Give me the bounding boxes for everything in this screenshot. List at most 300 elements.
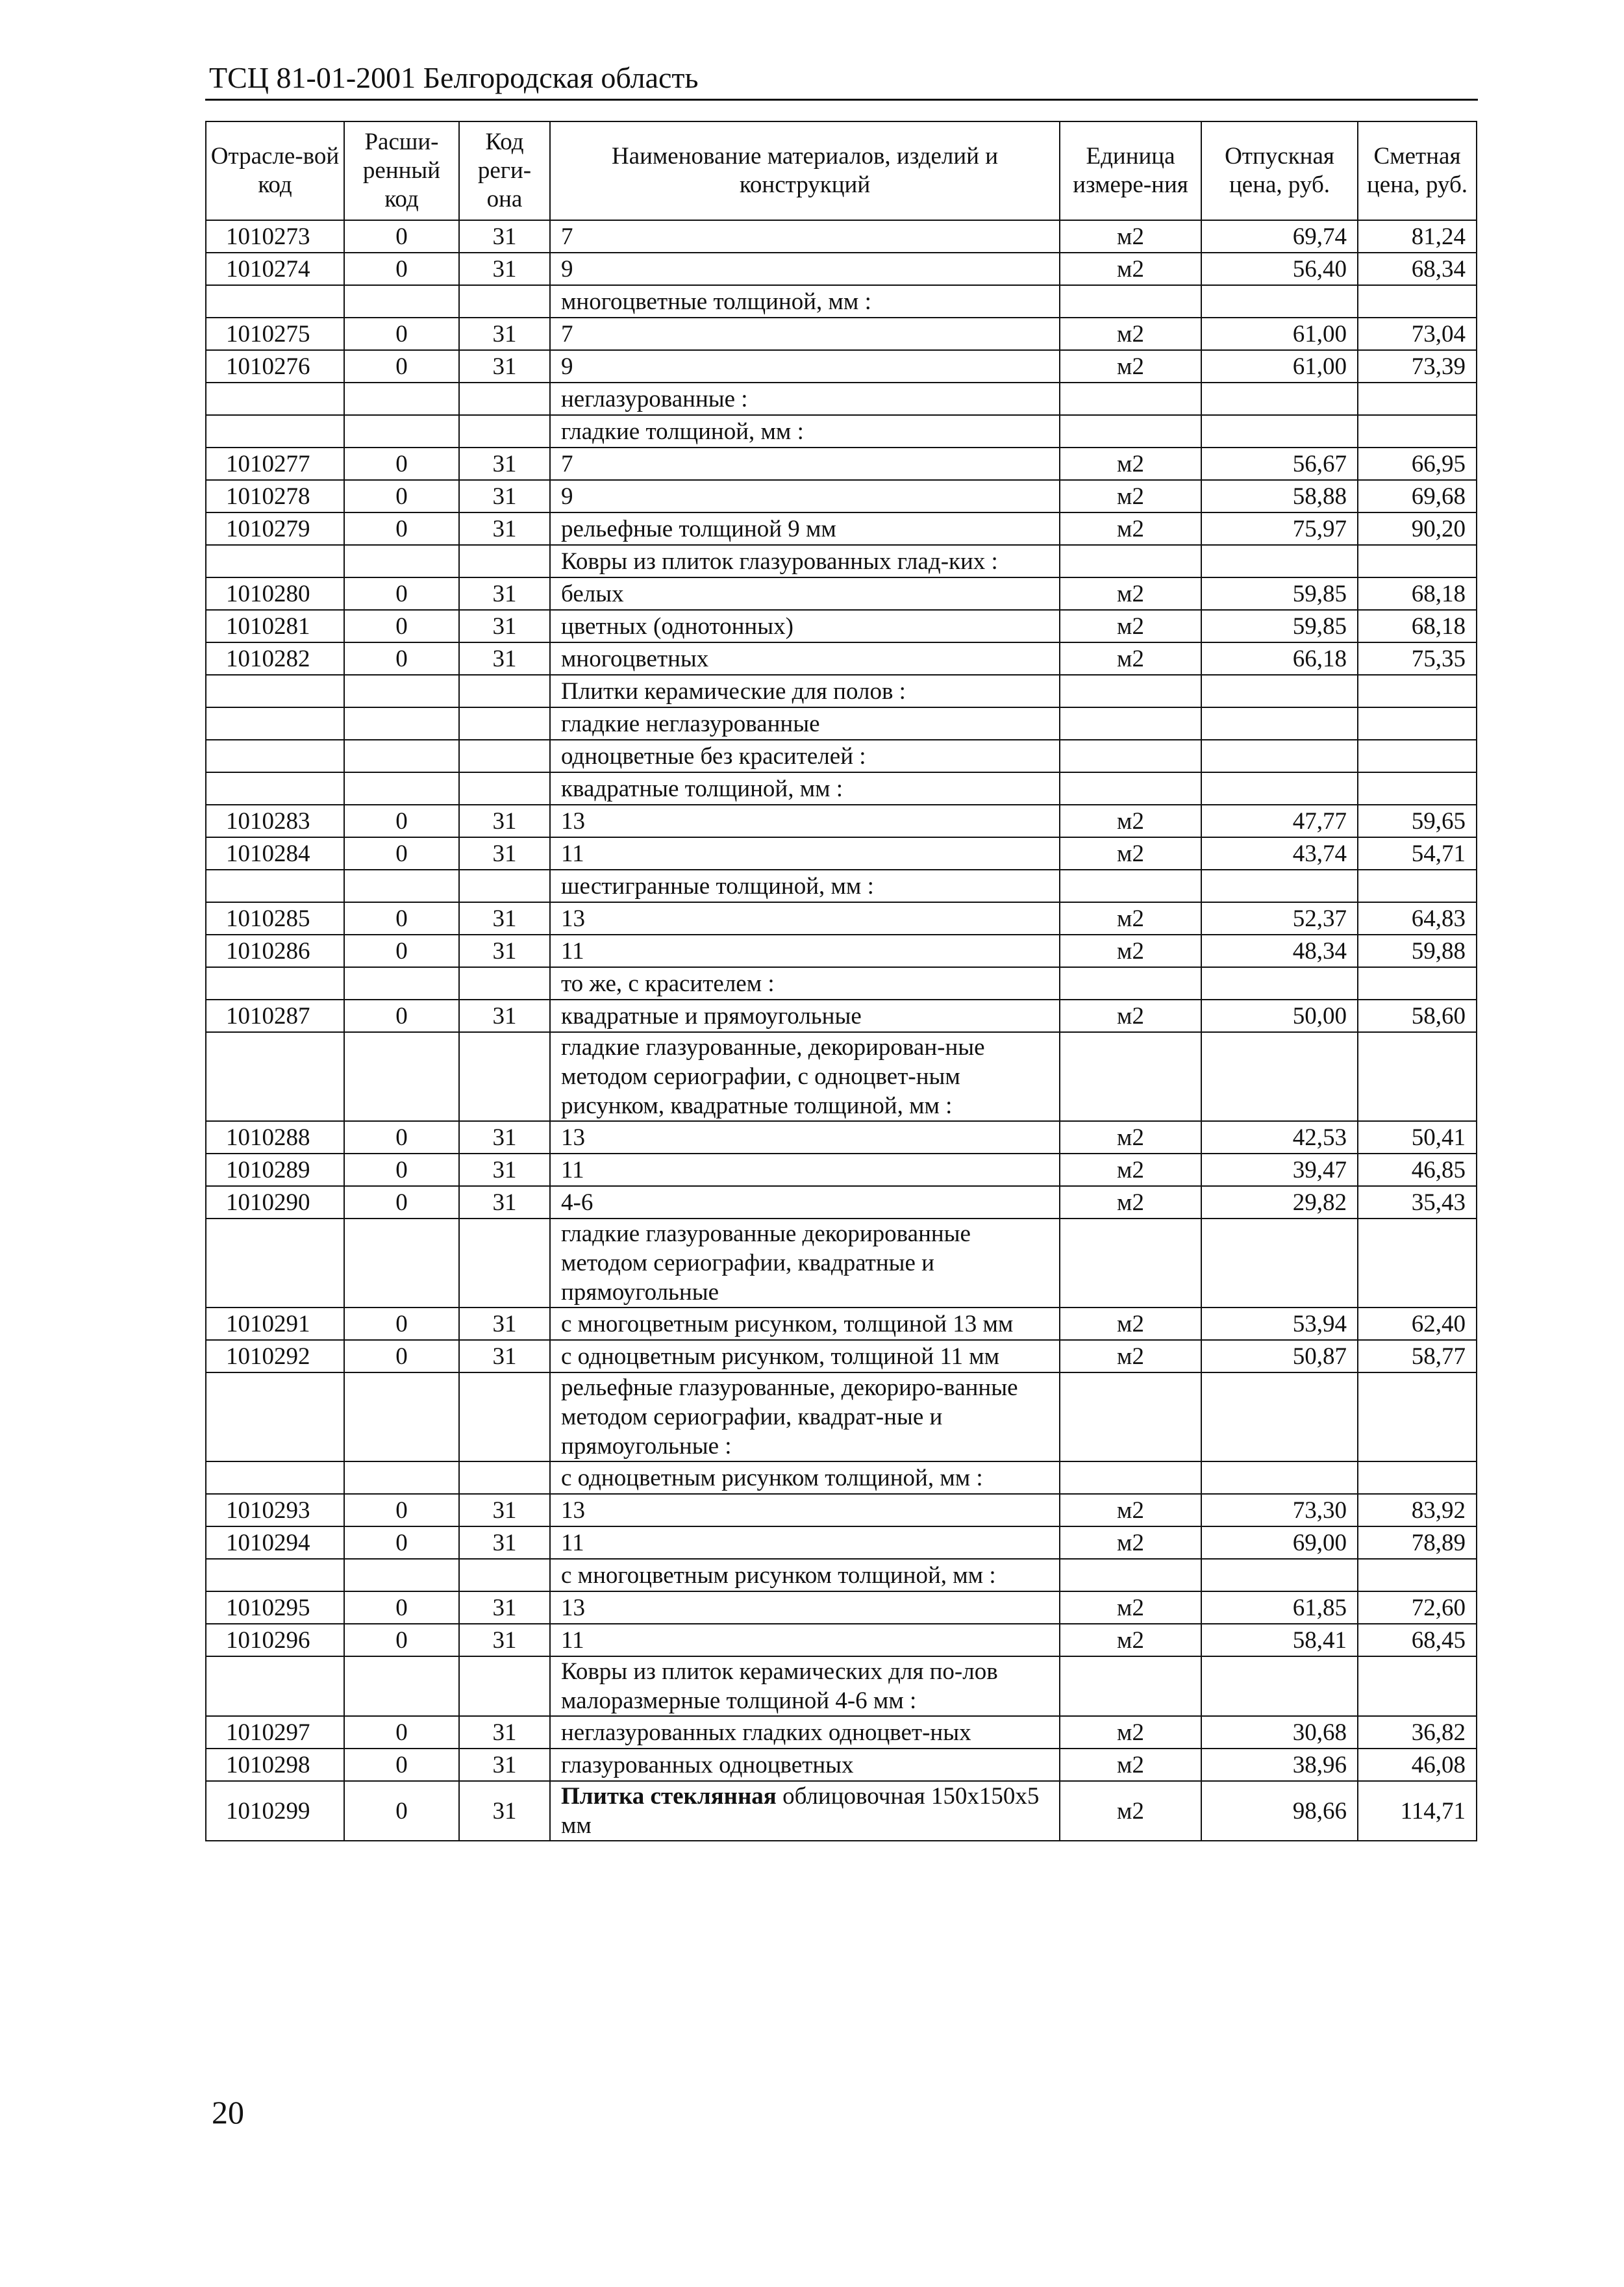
cell-code: 1010299	[206, 1781, 344, 1841]
cell-code: 1010289	[206, 1154, 344, 1186]
table-row	[206, 1219, 1477, 1308]
cell-unit: м2	[1060, 512, 1201, 545]
cell-name: 9	[550, 480, 1060, 512]
cell-name: 7	[550, 448, 1060, 480]
cell-extended-code	[344, 675, 459, 707]
column-header-name: Наименование материалов, изделий и конструкций	[550, 121, 1060, 220]
cell-name: гладкие толщиной, мм :	[550, 415, 1060, 448]
cell-unit: м2	[1060, 935, 1201, 967]
table-row	[206, 1308, 1477, 1340]
cell-price: 75,97	[1201, 512, 1358, 545]
cell-estimate: 62,40	[1358, 1308, 1477, 1340]
cell-region-code	[459, 740, 550, 772]
cell-price: 69,00	[1201, 1526, 1358, 1559]
cell-price	[1201, 740, 1358, 772]
cell-price	[1201, 967, 1358, 1000]
cell-region-code: 31	[459, 1749, 550, 1781]
cell-extended-code	[344, 1372, 459, 1461]
cell-unit: м2	[1060, 350, 1201, 383]
cell-code	[206, 1559, 344, 1591]
cell-region-code: 31	[459, 1000, 550, 1032]
cell-estimate: 59,65	[1358, 805, 1477, 837]
cell-extended-code: 0	[344, 318, 459, 350]
table-row	[206, 577, 1477, 610]
cell-code: 1010295	[206, 1591, 344, 1624]
cell-extended-code: 0	[344, 253, 459, 285]
cell-unit: м2	[1060, 577, 1201, 610]
table-row	[206, 1121, 1477, 1154]
cell-price: 53,94	[1201, 1308, 1358, 1340]
cell-price: 56,40	[1201, 253, 1358, 285]
cell-region-code: 31	[459, 350, 550, 383]
table-row	[206, 1591, 1477, 1624]
table-row	[206, 740, 1477, 772]
cell-unit: м2	[1060, 902, 1201, 935]
table-row	[206, 253, 1477, 285]
cell-price: 47,77	[1201, 805, 1358, 837]
cell-region-code	[459, 707, 550, 740]
cell-estimate: 54,71	[1358, 837, 1477, 870]
cell-name: гладкие глазурованные, декорирован-ные методом сериографии, с одноцвет-ным рисунком, квадратные толщиной, мм :	[550, 1032, 1060, 1121]
cell-region-code: 31	[459, 577, 550, 610]
cell-region-code	[459, 1461, 550, 1494]
cell-estimate: 78,89	[1358, 1526, 1477, 1559]
column-header-region-code: Код реги-она	[459, 121, 550, 220]
page-number: 20	[212, 2094, 244, 2130]
cell-estimate: 114,71	[1358, 1781, 1477, 1841]
table-row	[206, 1494, 1477, 1526]
cell-name	[550, 1781, 1060, 1841]
cell-name: квадратные толщиной, мм :	[550, 772, 1060, 805]
cell-name: 13	[550, 805, 1060, 837]
table-row	[206, 1340, 1477, 1372]
cell-price: 39,47	[1201, 1154, 1358, 1186]
cell-price	[1201, 545, 1358, 577]
cell-region-code: 31	[459, 1781, 550, 1841]
cell-region-code: 31	[459, 1186, 550, 1219]
table-row	[206, 415, 1477, 448]
cell-unit	[1060, 1219, 1201, 1308]
cell-name: 13	[550, 1494, 1060, 1526]
cell-region-code	[459, 383, 550, 415]
cell-region-code	[459, 1219, 550, 1308]
cell-code: 1010280	[206, 577, 344, 610]
cell-name: гладкие глазурованные декорированные методом сериографии, квадратные и прямоугольные	[550, 1219, 1060, 1308]
cell-region-code	[459, 1559, 550, 1591]
cell-unit: м2	[1060, 1340, 1201, 1372]
cell-estimate: 36,82	[1358, 1716, 1477, 1749]
cell-unit: м2	[1060, 610, 1201, 642]
cell-unit: м2	[1060, 805, 1201, 837]
cell-price: 56,67	[1201, 448, 1358, 480]
table-row	[206, 1000, 1477, 1032]
cell-price: 59,85	[1201, 610, 1358, 642]
cell-unit: м2	[1060, 1781, 1201, 1841]
cell-extended-code	[344, 545, 459, 577]
cell-region-code	[459, 1372, 550, 1461]
cell-estimate	[1358, 772, 1477, 805]
cell-estimate	[1358, 1559, 1477, 1591]
cell-price	[1201, 707, 1358, 740]
cell-price: 61,00	[1201, 318, 1358, 350]
cell-region-code	[459, 675, 550, 707]
cell-price: 43,74	[1201, 837, 1358, 870]
cell-estimate: 46,08	[1358, 1749, 1477, 1781]
table-row	[206, 1461, 1477, 1494]
cell-code: 1010292	[206, 1340, 344, 1372]
cell-region-code	[459, 1656, 550, 1716]
cell-estimate: 68,34	[1358, 253, 1477, 285]
cell-unit: м2	[1060, 253, 1201, 285]
cell-code	[206, 870, 344, 902]
table-row	[206, 837, 1477, 870]
cell-code: 1010276	[206, 350, 344, 383]
cell-extended-code: 0	[344, 610, 459, 642]
cell-estimate	[1358, 545, 1477, 577]
table-row	[206, 350, 1477, 383]
cell-price: 66,18	[1201, 642, 1358, 675]
cell-unit: м2	[1060, 480, 1201, 512]
cell-region-code: 31	[459, 805, 550, 837]
cell-code	[206, 1461, 344, 1494]
cell-name: Ковры из плиток керамических для по-лов малоразмерные толщиной 4-6 мм :	[550, 1656, 1060, 1716]
cell-name: с одноцветным рисунком, толщиной 11 мм	[550, 1340, 1060, 1372]
cell-extended-code	[344, 967, 459, 1000]
cell-name: 11	[550, 1624, 1060, 1656]
header-rule	[205, 99, 1478, 101]
table-row	[206, 448, 1477, 480]
cell-code: 1010283	[206, 805, 344, 837]
cell-name: 9	[550, 253, 1060, 285]
cell-unit	[1060, 1559, 1201, 1591]
column-header-extended-code: Расши-ренный код	[344, 121, 459, 220]
cell-unit	[1060, 383, 1201, 415]
table-row	[206, 480, 1477, 512]
table-row	[206, 1716, 1477, 1749]
cell-extended-code	[344, 1219, 459, 1308]
cell-estimate: 66,95	[1358, 448, 1477, 480]
cell-code: 1010273	[206, 220, 344, 253]
cell-estimate	[1358, 707, 1477, 740]
cell-region-code: 31	[459, 902, 550, 935]
cell-extended-code: 0	[344, 512, 459, 545]
cell-name: многоцветных	[550, 642, 1060, 675]
cell-estimate: 35,43	[1358, 1186, 1477, 1219]
price-table	[205, 121, 1477, 1841]
cell-price	[1201, 1219, 1358, 1308]
cell-price	[1201, 1656, 1358, 1716]
table-row	[206, 1749, 1477, 1781]
cell-price: 30,68	[1201, 1716, 1358, 1749]
table-row	[206, 967, 1477, 1000]
cell-code	[206, 383, 344, 415]
cell-name: гладкие неглазурованные	[550, 707, 1060, 740]
cell-name: неглазурованные :	[550, 383, 1060, 415]
cell-unit: м2	[1060, 1749, 1201, 1781]
cell-extended-code	[344, 1461, 459, 1494]
cell-unit	[1060, 870, 1201, 902]
cell-estimate: 72,60	[1358, 1591, 1477, 1624]
cell-extended-code: 0	[344, 935, 459, 967]
cell-price: 58,41	[1201, 1624, 1358, 1656]
cell-code: 1010274	[206, 253, 344, 285]
cell-code: 1010293	[206, 1494, 344, 1526]
cell-code	[206, 285, 344, 318]
table-row	[206, 1656, 1477, 1716]
cell-price: 42,53	[1201, 1121, 1358, 1154]
cell-region-code: 31	[459, 1624, 550, 1656]
cell-code	[206, 772, 344, 805]
cell-extended-code: 0	[344, 902, 459, 935]
cell-region-code	[459, 1032, 550, 1121]
cell-extended-code	[344, 870, 459, 902]
column-header-code: Отрасле-вой код	[206, 121, 344, 220]
cell-estimate	[1358, 1219, 1477, 1308]
cell-name: 11	[550, 837, 1060, 870]
cell-region-code: 31	[459, 935, 550, 967]
cell-price: 50,87	[1201, 1340, 1358, 1372]
cell-code: 1010285	[206, 902, 344, 935]
cell-unit: м2	[1060, 1716, 1201, 1749]
cell-unit	[1060, 545, 1201, 577]
cell-name: Плитки керамические для полов :	[550, 675, 1060, 707]
cell-name: неглазурованных гладких одноцвет-ных	[550, 1716, 1060, 1749]
cell-region-code: 31	[459, 220, 550, 253]
cell-code: 1010277	[206, 448, 344, 480]
cell-price	[1201, 1372, 1358, 1461]
cell-unit	[1060, 1372, 1201, 1461]
cell-extended-code: 0	[344, 448, 459, 480]
cell-region-code	[459, 285, 550, 318]
cell-region-code: 31	[459, 1154, 550, 1186]
cell-price: 29,82	[1201, 1186, 1358, 1219]
cell-extended-code: 0	[344, 350, 459, 383]
cell-code: 1010294	[206, 1526, 344, 1559]
cell-unit: м2	[1060, 1308, 1201, 1340]
cell-region-code	[459, 967, 550, 1000]
table-row	[206, 870, 1477, 902]
cell-region-code: 31	[459, 318, 550, 350]
cell-code: 1010286	[206, 935, 344, 967]
table-header	[206, 121, 1477, 220]
cell-price: 48,34	[1201, 935, 1358, 967]
cell-name: цветных (однотонных)	[550, 610, 1060, 642]
cell-estimate	[1358, 967, 1477, 1000]
cell-extended-code: 0	[344, 220, 459, 253]
cell-extended-code: 0	[344, 1340, 459, 1372]
table-row	[206, 707, 1477, 740]
cell-name: глазурованных одноцветных	[550, 1749, 1060, 1781]
cell-unit	[1060, 1656, 1201, 1716]
cell-unit	[1060, 285, 1201, 318]
table-row	[206, 285, 1477, 318]
cell-region-code: 31	[459, 1716, 550, 1749]
cell-region-code: 31	[459, 1121, 550, 1154]
cell-estimate: 83,92	[1358, 1494, 1477, 1526]
cell-name: многоцветные толщиной, мм :	[550, 285, 1060, 318]
cell-estimate	[1358, 1032, 1477, 1121]
cell-unit	[1060, 967, 1201, 1000]
cell-name: рельефные толщиной 9 мм	[550, 512, 1060, 545]
cell-region-code	[459, 870, 550, 902]
cell-name: с многоцветным рисунком, толщиной 13 мм	[550, 1308, 1060, 1340]
cell-extended-code: 0	[344, 1494, 459, 1526]
cell-extended-code	[344, 383, 459, 415]
cell-code: 1010282	[206, 642, 344, 675]
cell-extended-code: 0	[344, 837, 459, 870]
cell-code: 1010291	[206, 1308, 344, 1340]
cell-estimate: 81,24	[1358, 220, 1477, 253]
cell-code	[206, 415, 344, 448]
cell-extended-code: 0	[344, 1749, 459, 1781]
cell-name-bold: Плитка стеклянная	[561, 1783, 777, 1810]
cell-price	[1201, 675, 1358, 707]
cell-price	[1201, 1559, 1358, 1591]
cell-name: квадратные и прямоугольные	[550, 1000, 1060, 1032]
cell-extended-code: 0	[344, 642, 459, 675]
cell-extended-code: 0	[344, 1121, 459, 1154]
cell-estimate: 68,45	[1358, 1624, 1477, 1656]
table-row	[206, 383, 1477, 415]
cell-extended-code: 0	[344, 1781, 459, 1841]
cell-code: 1010275	[206, 318, 344, 350]
column-header-unit: Единица измере-ния	[1060, 121, 1201, 220]
cell-extended-code: 0	[344, 1526, 459, 1559]
cell-estimate: 64,83	[1358, 902, 1477, 935]
cell-extended-code	[344, 707, 459, 740]
cell-name: 7	[550, 220, 1060, 253]
table-row	[206, 1624, 1477, 1656]
cell-code	[206, 1219, 344, 1308]
cell-name: то же, с красителем :	[550, 967, 1060, 1000]
cell-unit: м2	[1060, 1624, 1201, 1656]
table-row	[206, 220, 1477, 253]
table-row	[206, 1526, 1477, 1559]
cell-extended-code: 0	[344, 1154, 459, 1186]
table-row	[206, 642, 1477, 675]
cell-price	[1201, 1461, 1358, 1494]
cell-extended-code	[344, 1032, 459, 1121]
cell-unit	[1060, 772, 1201, 805]
cell-estimate	[1358, 1656, 1477, 1716]
cell-price: 61,85	[1201, 1591, 1358, 1624]
cell-estimate: 58,60	[1358, 1000, 1477, 1032]
document-header: ТСЦ 81-01-2001 Белгородская область	[209, 61, 699, 94]
cell-extended-code: 0	[344, 1000, 459, 1032]
cell-estimate: 90,20	[1358, 512, 1477, 545]
cell-price	[1201, 383, 1358, 415]
cell-extended-code: 0	[344, 480, 459, 512]
cell-name: 13	[550, 1121, 1060, 1154]
cell-region-code: 31	[459, 480, 550, 512]
cell-region-code: 31	[459, 1526, 550, 1559]
table-row	[206, 318, 1477, 350]
cell-unit	[1060, 1461, 1201, 1494]
cell-name: 9	[550, 350, 1060, 383]
cell-price	[1201, 285, 1358, 318]
table-body	[206, 220, 1477, 1841]
cell-price: 73,30	[1201, 1494, 1358, 1526]
cell-region-code: 31	[459, 642, 550, 675]
cell-estimate: 50,41	[1358, 1121, 1477, 1154]
cell-estimate: 58,77	[1358, 1340, 1477, 1372]
cell-code: 1010288	[206, 1121, 344, 1154]
cell-estimate	[1358, 1372, 1477, 1461]
cell-region-code: 31	[459, 610, 550, 642]
cell-extended-code: 0	[344, 1716, 459, 1749]
cell-extended-code	[344, 1656, 459, 1716]
table-row	[206, 1781, 1477, 1841]
cell-price: 38,96	[1201, 1749, 1358, 1781]
cell-code	[206, 545, 344, 577]
cell-estimate: 68,18	[1358, 610, 1477, 642]
cell-name: рельефные глазурованные, декориро-ванные методом сериографии, квадрат-ные и прямоугольные :	[550, 1372, 1060, 1461]
column-header-price: Отпускная цена, руб.	[1201, 121, 1358, 220]
cell-unit: м2	[1060, 837, 1201, 870]
cell-price: 52,37	[1201, 902, 1358, 935]
cell-unit: м2	[1060, 318, 1201, 350]
cell-price	[1201, 772, 1358, 805]
cell-estimate	[1358, 675, 1477, 707]
cell-estimate	[1358, 285, 1477, 318]
table-row	[206, 512, 1477, 545]
table-row	[206, 545, 1477, 577]
cell-region-code: 31	[459, 1591, 550, 1624]
cell-extended-code	[344, 285, 459, 318]
cell-price	[1201, 1032, 1358, 1121]
cell-estimate: 73,39	[1358, 350, 1477, 383]
table-row	[206, 610, 1477, 642]
cell-unit: м2	[1060, 1494, 1201, 1526]
cell-estimate: 68,18	[1358, 577, 1477, 610]
cell-estimate: 46,85	[1358, 1154, 1477, 1186]
table-row	[206, 902, 1477, 935]
cell-code: 1010298	[206, 1749, 344, 1781]
cell-extended-code	[344, 1559, 459, 1591]
cell-region-code	[459, 545, 550, 577]
cell-price: 98,66	[1201, 1781, 1358, 1841]
table-row	[206, 1372, 1477, 1461]
cell-estimate: 73,04	[1358, 318, 1477, 350]
cell-code: 1010281	[206, 610, 344, 642]
table-row	[206, 1032, 1477, 1121]
cell-name-rest: облицовочная 150х150х5 мм	[561, 1783, 1040, 1839]
cell-region-code: 31	[459, 253, 550, 285]
cell-name: с одноцветным рисунком толщиной, мм :	[550, 1461, 1060, 1494]
cell-code	[206, 675, 344, 707]
table-row	[206, 805, 1477, 837]
cell-unit	[1060, 675, 1201, 707]
cell-name: 7	[550, 318, 1060, 350]
cell-name: одноцветные без красителей :	[550, 740, 1060, 772]
cell-code	[206, 967, 344, 1000]
cell-unit: м2	[1060, 1591, 1201, 1624]
table-row	[206, 1154, 1477, 1186]
cell-name: 4-6	[550, 1186, 1060, 1219]
table-row	[206, 772, 1477, 805]
cell-region-code: 31	[459, 512, 550, 545]
cell-price: 50,00	[1201, 1000, 1358, 1032]
cell-extended-code: 0	[344, 1624, 459, 1656]
cell-unit: м2	[1060, 1121, 1201, 1154]
cell-code	[206, 707, 344, 740]
cell-extended-code	[344, 740, 459, 772]
cell-name: 13	[550, 902, 1060, 935]
cell-region-code: 31	[459, 837, 550, 870]
cell-extended-code: 0	[344, 1308, 459, 1340]
cell-estimate	[1358, 1461, 1477, 1494]
cell-unit: м2	[1060, 220, 1201, 253]
